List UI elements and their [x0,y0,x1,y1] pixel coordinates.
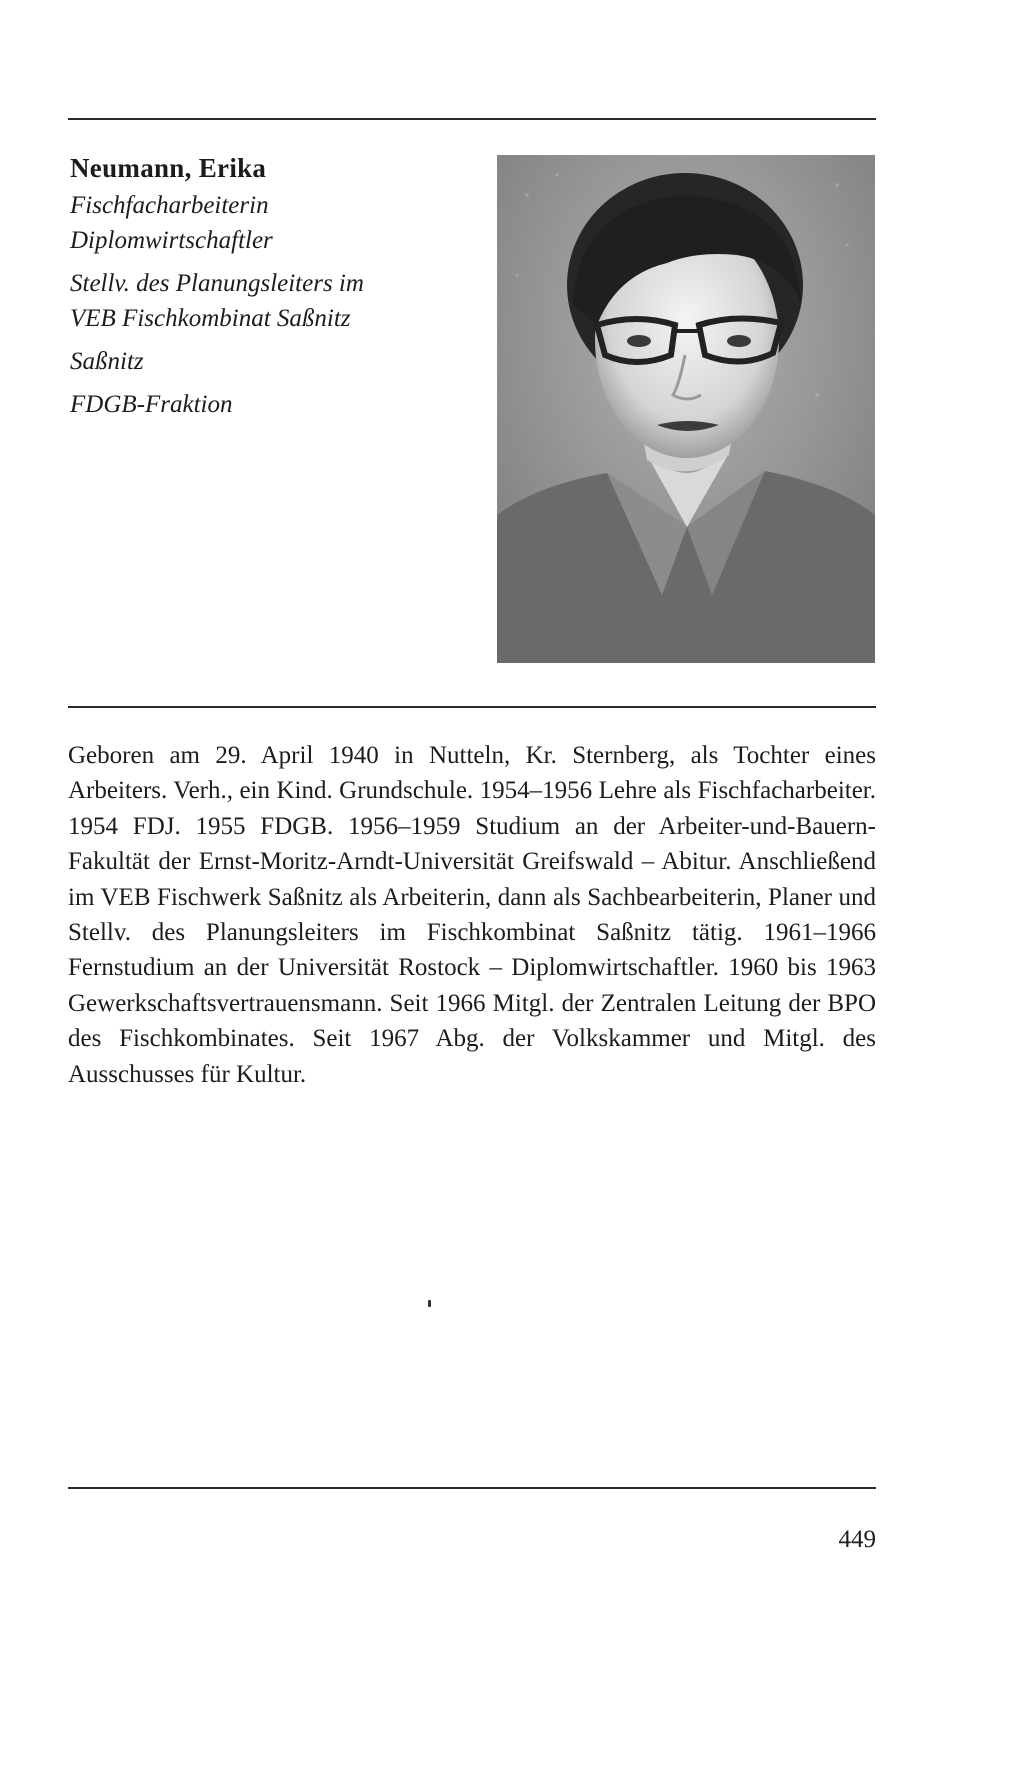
entry-header [70,148,490,422]
top-divider [68,118,876,120]
occupation-line-1: Fischfacharbeiterin [70,192,269,219]
middle-divider [68,706,876,708]
print-speck [428,1300,431,1307]
page-number: 449 [838,1526,876,1553]
faction-line: FDGB-Fraktion [70,391,233,418]
portrait-photo [497,155,875,663]
bottom-divider [68,1487,876,1489]
position-line-1: Stellv. des Planungsleiters im [70,270,364,297]
place-line: Saßnitz [70,348,144,375]
person-name: Neumann, Erika [70,153,267,183]
biography-paragraph: Geboren am 29. April 1940 in Nutteln, Kr. Sternberg, als Tochter eines Arbeiters. Verh., ein Kind. Grundschule. 1954–1956 Lehre als Fischfacharbeiter. 1954 FDJ. 1955 FDGB. 1956–1959 Studium an der Arbeiter-und-Bauern-Fakultät der Ernst-Moritz-Arndt-Universität Greifswald – Abitur. Anschließend im VEB Fischwerk Saßnitz als Arbeiterin, dann als Sachbearbeiterin, Planer und Stellv. des Planungsleiters im Fischkombinat Saßnitz tätig. 1961–1966 Fernstudium an der Universität Rostock – Diplomwirtschaftler. 1960 bis 1963 Gewerkschaftsvertrauensmann. Seit 1966 Mitgl. der Zentralen Leitung der BPO des Fischkombinates. Seit 1967 Abg. der Volkskammer und Mitgl. des Ausschusses für Kultur. [68,742,876,1088]
occupation-line-2: Diplomwirtschaftler [70,227,273,254]
position-line-2: VEB Fischkombinat Saßnitz [70,305,351,332]
